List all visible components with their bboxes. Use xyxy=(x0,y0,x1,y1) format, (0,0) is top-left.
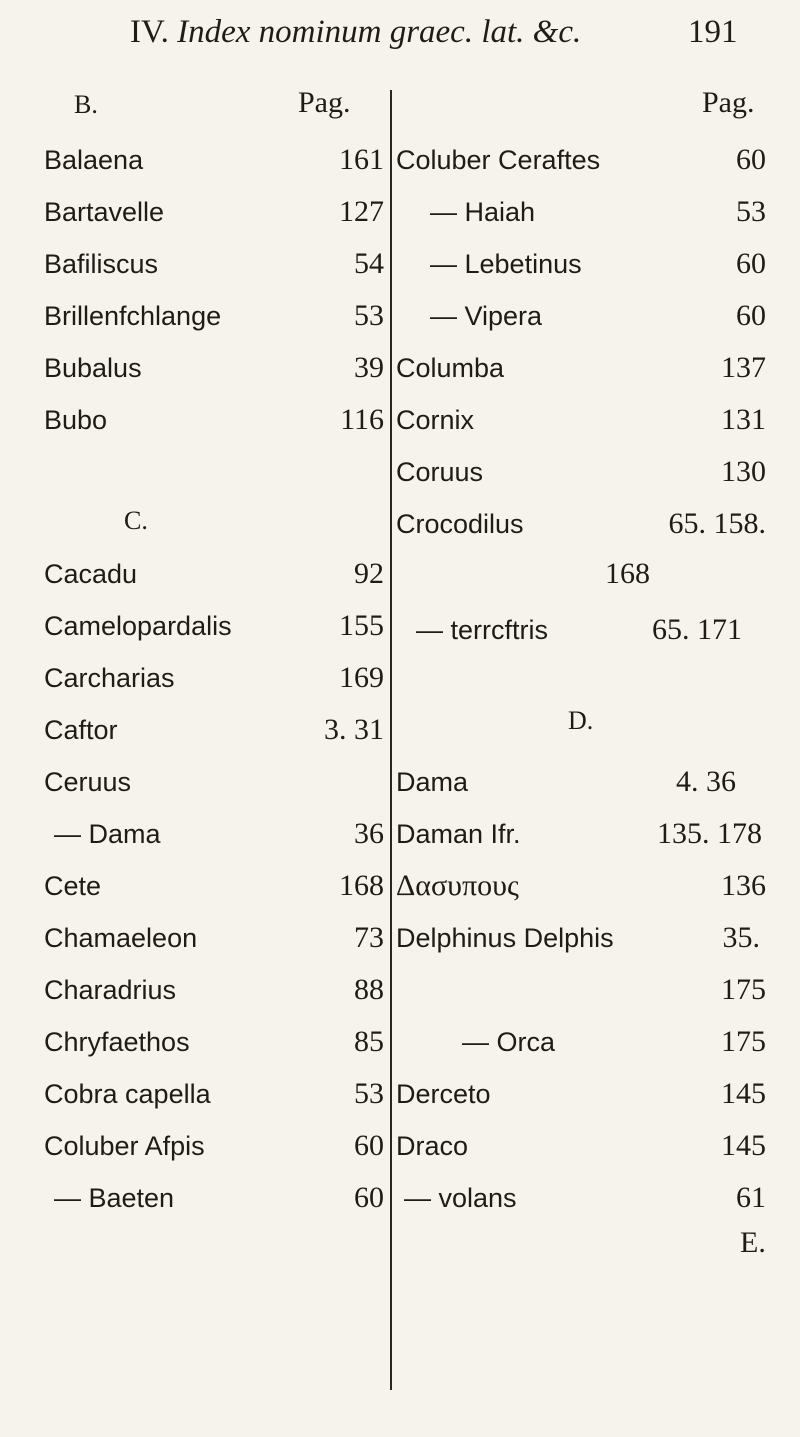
entry-name: — Haiah xyxy=(430,197,536,227)
list-item xyxy=(44,760,384,804)
list-item xyxy=(396,552,766,596)
entry-page: 60 xyxy=(736,247,766,280)
entry-name: Balaena xyxy=(44,145,144,175)
entry-page: 175 xyxy=(721,1025,766,1058)
list-item xyxy=(44,398,384,442)
entry-name: Bartavelle xyxy=(44,197,165,227)
list-item xyxy=(44,916,384,960)
entry-name: Coluber Ceraftes xyxy=(396,145,601,175)
list-item xyxy=(44,138,384,182)
list-item xyxy=(396,1124,766,1168)
entry-name: Delphinus Delphis xyxy=(396,923,614,953)
entry-page: 65. 158. xyxy=(668,507,766,540)
list-item xyxy=(396,760,766,804)
page-number: 191 xyxy=(688,14,738,50)
entry-page: 65. 171 xyxy=(652,613,742,646)
right-column xyxy=(396,0,766,1437)
entry-name: Cacadu xyxy=(44,559,138,589)
letter-heading-d: D. xyxy=(568,706,594,735)
entry-name: Δασυπους xyxy=(396,869,519,902)
entry-name: — volans xyxy=(404,1183,517,1213)
entry-name: — Baeten xyxy=(54,1183,175,1213)
entry-page: 135. 178 xyxy=(657,817,762,850)
section-number: IV. xyxy=(130,14,169,50)
entry-name: — Lebetinus xyxy=(430,249,582,279)
entry-name: Camelopardalis xyxy=(44,611,232,641)
list-item xyxy=(396,294,766,338)
entry-page: 131 xyxy=(721,403,766,436)
entry-name: Crocodilus xyxy=(396,509,524,539)
list-item xyxy=(44,1124,384,1168)
entry-name: Bubalus xyxy=(44,353,142,383)
entry-name: Charadrius xyxy=(44,975,177,1005)
list-item xyxy=(44,708,384,752)
entry-name: Coruus xyxy=(396,457,484,487)
entry-name: Cornix xyxy=(396,405,475,435)
list-item xyxy=(44,864,384,908)
list-item xyxy=(44,190,384,234)
list-item xyxy=(396,450,766,494)
entry-page: 168 xyxy=(605,557,650,590)
entry-page: 60 xyxy=(354,1181,384,1214)
entry-page: 88 xyxy=(354,973,384,1006)
list-item xyxy=(44,1176,384,1220)
entry-name: — Vipera xyxy=(430,301,543,331)
list-item xyxy=(396,242,766,286)
entry-name: Daman Ifr. xyxy=(396,819,521,849)
letter-heading-c: C. xyxy=(124,506,148,535)
entry-name: Caftor xyxy=(44,715,118,745)
entry-page: 130 xyxy=(721,455,766,488)
list-item xyxy=(396,190,766,234)
entry-page: 35. xyxy=(722,921,760,954)
list-item xyxy=(44,968,384,1012)
entry-page: 60 xyxy=(736,299,766,332)
entry-page: 4. 36 xyxy=(676,765,736,798)
left-column xyxy=(44,0,384,1437)
entry-page: 136 xyxy=(721,869,766,902)
list-item xyxy=(44,812,384,856)
entry-name: Cete xyxy=(44,871,102,901)
list-item xyxy=(396,608,766,652)
entry-name: Coluber Afpis xyxy=(44,1131,205,1161)
list-item xyxy=(396,812,766,856)
entry-name: Dama xyxy=(396,767,469,797)
entry-name: Columba xyxy=(396,353,505,383)
entry-page: 92 xyxy=(354,557,384,590)
entry-name: Brillenfchlange xyxy=(44,301,222,331)
pag-label: Pag. xyxy=(702,86,755,119)
list-item xyxy=(396,346,766,390)
entry-page: 54 xyxy=(354,247,384,280)
entry-page: 116 xyxy=(340,403,384,436)
list-item xyxy=(396,1020,766,1064)
entry-name: — terrcftris xyxy=(416,615,548,645)
entry-page: 175 xyxy=(721,973,766,1006)
list-item xyxy=(396,398,766,442)
list-item xyxy=(396,502,766,546)
list-item xyxy=(396,968,766,1012)
entry-page: 155 xyxy=(339,609,384,642)
entry-name: Cobra capella xyxy=(44,1079,211,1109)
list-item xyxy=(396,1176,766,1220)
entry-name: Bafiliscus xyxy=(44,249,159,279)
entry-name: — Dama xyxy=(54,819,161,849)
list-item xyxy=(44,294,384,338)
entry-page: 60 xyxy=(736,143,766,176)
entry-page: 53 xyxy=(354,1077,384,1110)
catchword-e: E. xyxy=(740,1226,766,1259)
entry-name: Ceruus xyxy=(44,767,132,797)
entry-page: 145 xyxy=(721,1129,766,1162)
entry-page: 137 xyxy=(721,351,766,384)
list-item xyxy=(396,864,766,908)
list-item xyxy=(44,1072,384,1116)
list-item xyxy=(44,1020,384,1064)
list-item xyxy=(396,916,766,960)
list-item xyxy=(396,138,766,182)
list-item xyxy=(44,242,384,286)
pag-label: Pag. xyxy=(298,86,351,119)
entry-page: 53 xyxy=(736,195,766,228)
column-divider xyxy=(390,90,392,1390)
entry-page: 169 xyxy=(339,661,384,694)
list-item xyxy=(44,604,384,648)
entry-page: 36 xyxy=(354,817,384,850)
entry-page: 61 xyxy=(736,1181,766,1214)
list-item xyxy=(44,552,384,596)
entry-name: Draco xyxy=(396,1131,469,1161)
entry-page: 168 xyxy=(339,869,384,902)
entry-page: 53 xyxy=(354,299,384,332)
running-title: Index nominum graec. lat. &c. xyxy=(177,14,582,50)
entry-page: 3. 31 xyxy=(324,713,384,746)
entry-page: 73 xyxy=(354,921,384,954)
entry-name: Bubo xyxy=(44,405,108,435)
entry-page: 161 xyxy=(339,143,384,176)
entry-name: Carcharias xyxy=(44,663,175,693)
entry-name: — Orca xyxy=(462,1027,556,1057)
list-item xyxy=(44,346,384,390)
entry-name: Chamaeleon xyxy=(44,923,198,953)
entry-page: 85 xyxy=(354,1025,384,1058)
entry-page: 127 xyxy=(339,195,384,228)
letter-heading-b: B. xyxy=(74,90,98,119)
list-item xyxy=(396,1072,766,1116)
list-item xyxy=(44,656,384,700)
entry-page: 145 xyxy=(721,1077,766,1110)
entry-page: 39 xyxy=(354,351,384,384)
entry-page: 60 xyxy=(354,1129,384,1162)
entry-name: Derceto xyxy=(396,1079,491,1109)
entry-name: Chryfaethos xyxy=(44,1027,190,1057)
